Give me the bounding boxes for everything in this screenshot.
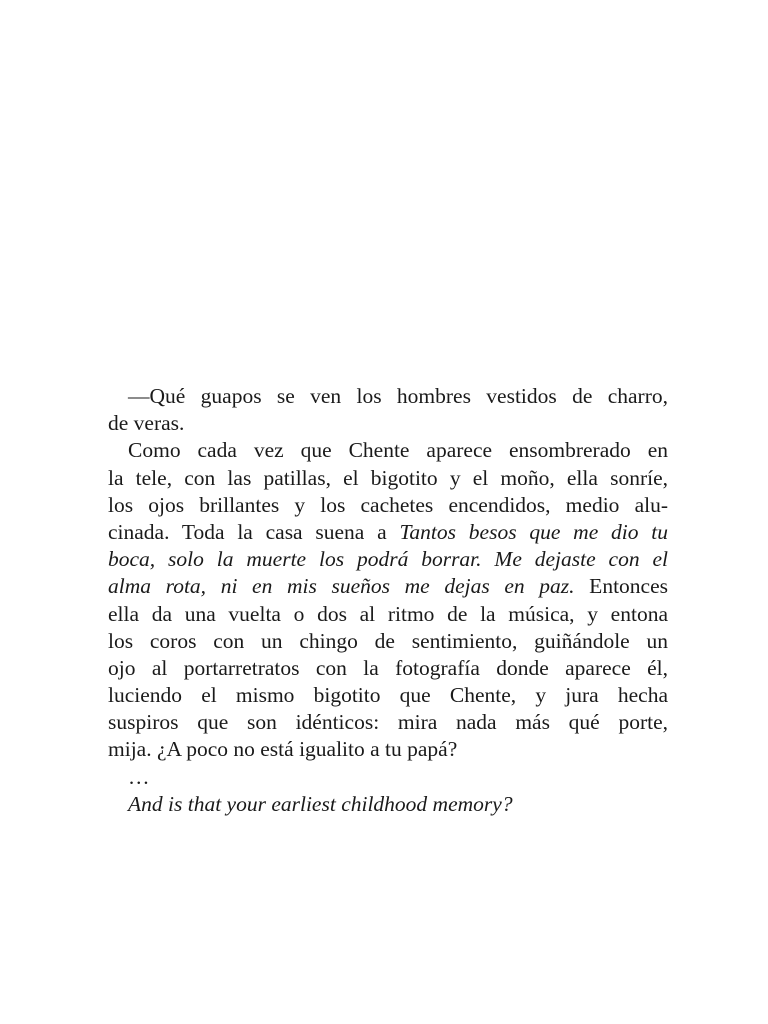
- text-run: la tele, con las patillas, el bigotito y el moño, ella sonríe,: [108, 465, 668, 490]
- text-line: [108, 573, 668, 600]
- text-line: [108, 465, 668, 492]
- ellipsis: …: [128, 764, 150, 789]
- text-line: [108, 655, 668, 682]
- text-run: ojo al portarretratos con la fotografía donde aparece él,: [108, 655, 668, 680]
- song-lyric-run: alma rota, ni en mis sueños me dejas en paz.: [108, 574, 575, 599]
- text-run: Como cada vez que Chente aparece ensombrerado en: [128, 438, 668, 463]
- text-run: luciendo el mismo bigotito que Chente, y jura hecha: [108, 683, 668, 708]
- body-text: [108, 383, 668, 818]
- text-run: ella da una vuelta o dos al ritmo de la música, y entona: [108, 601, 668, 626]
- text-run: suspiros que son idénticos: mira nada más qué porte,: [108, 710, 668, 735]
- text-line: [108, 628, 668, 655]
- text-line: [108, 791, 668, 818]
- text-line: [108, 410, 668, 437]
- text-run: de veras.: [108, 411, 185, 436]
- text-line: [108, 492, 668, 519]
- text-line: [108, 601, 668, 628]
- text-run: mija. ¿A poco no está igualito a tu papá?: [108, 737, 458, 762]
- song-lyric-run: Tantos besos que me dio tu: [399, 519, 668, 544]
- text-run: los coros con un chingo de sentimiento, guiñándole un: [108, 628, 668, 653]
- text-line: [108, 383, 668, 410]
- text-line: [108, 546, 668, 573]
- question-run: And is that your earliest childhood memory?: [128, 791, 513, 816]
- text-line: [108, 437, 668, 464]
- ellipsis-line: [108, 764, 668, 791]
- text-run: —Qué guapos se ven los hombres vestidos de charro,: [128, 384, 668, 408]
- song-lyric-run: boca, solo la muerte los podrá borrar. Me dejaste con el: [108, 547, 668, 572]
- text-line: [108, 519, 668, 546]
- text-run: Entonces: [574, 574, 668, 599]
- text-run: los ojos brillantes y los cachetes encendidos, medio alu-: [108, 492, 668, 517]
- text-line: [108, 709, 668, 736]
- text-line: [108, 682, 668, 709]
- text-line: [108, 736, 668, 763]
- text-run: cinada. Toda la casa suena a: [108, 519, 400, 544]
